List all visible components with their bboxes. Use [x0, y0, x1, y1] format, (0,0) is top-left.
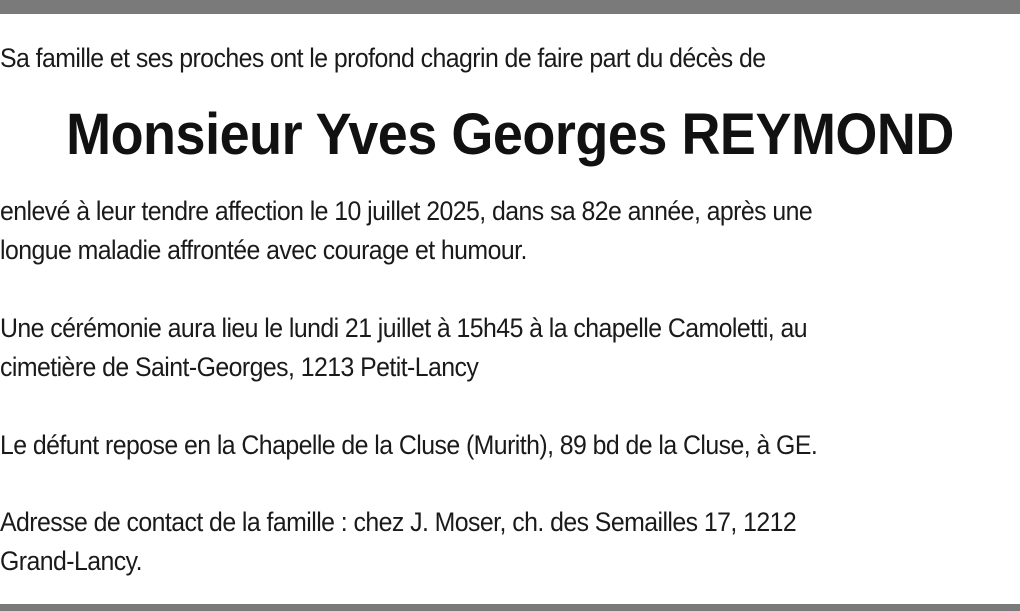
repose-paragraph — [0, 426, 1020, 465]
contact-line-1: Adresse de contact de la famille : chez J. Moser, ch. des Semailles 17, 1212 — [0, 507, 797, 537]
ceremony-line-1: Une cérémonie aura lieu le lundi 21 juillet à 15h45 à la chapelle Camoletti, au — [0, 313, 808, 343]
bottom-rule — [0, 604, 1020, 611]
ceremony-line-2: cimetière de Saint-Georges, 1213 Petit-Lancy — [0, 352, 479, 382]
passing-line-1: enlevé à leur tendre affection le 10 juillet 2025, dans sa 82e année, après une — [0, 196, 813, 226]
passing-paragraph — [0, 192, 1020, 270]
top-rule — [0, 0, 1020, 14]
ceremony-paragraph — [0, 309, 1020, 387]
contact-line-2: Grand-Lancy. — [0, 546, 143, 576]
intro-text: Sa famille et ses proches ont le profond chagrin de faire part du décès de — [0, 43, 766, 73]
deceased-name: Monsieur Yves Georges REYMOND — [66, 102, 954, 167]
contact-paragraph — [0, 503, 1020, 581]
obituary-notice — [0, 38, 1020, 581]
passing-line-2: longue maladie affrontée avec courage et humour. — [0, 235, 527, 265]
repose-line-1: Le défunt repose en la Chapelle de la Cluse (Murith), 89 bd de la Cluse, à GE. — [0, 430, 818, 460]
